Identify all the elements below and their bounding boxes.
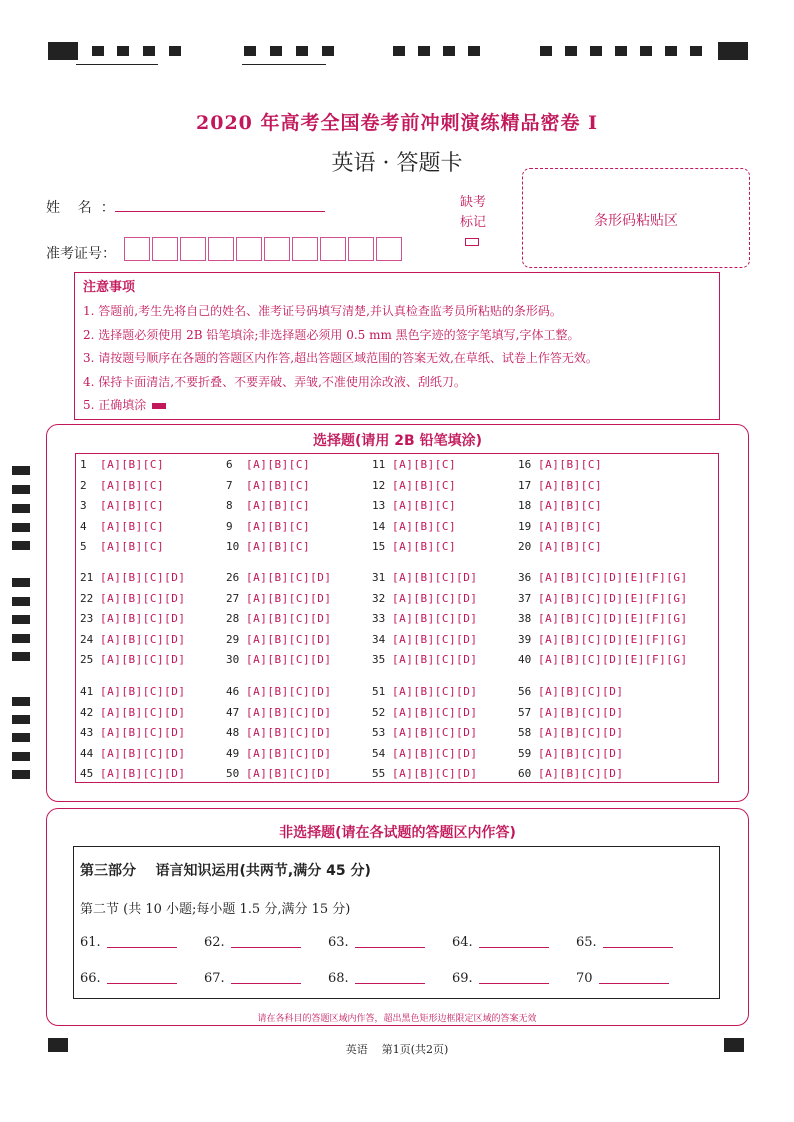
id-digit-box[interactable]	[180, 237, 206, 261]
question-number: 14	[372, 519, 386, 533]
answer-bubbles[interactable]: [A][B][C][D]	[392, 591, 478, 605]
question-number: 50	[226, 767, 240, 780]
answer-bubbles[interactable]: [A][B][C][D]	[538, 746, 624, 760]
question-number: 59	[518, 746, 532, 760]
id-digit-box[interactable]	[348, 237, 374, 261]
timing-mark	[12, 715, 30, 724]
answer-bubbles[interactable]: [A][B][C][D]	[100, 767, 186, 780]
question-number: 18	[518, 499, 532, 512]
question-22[interactable]	[80, 592, 185, 606]
blank-line	[231, 983, 301, 984]
question-number: 36	[518, 571, 532, 584]
question-number: 58	[518, 726, 532, 739]
question-15[interactable]	[372, 540, 456, 554]
question-number: 2	[80, 478, 87, 492]
question-38[interactable]	[518, 612, 688, 626]
notice-item: 2. 选择题必须使用 2B 铅笔填涂;非选择题必须用 0.5 mm 黑色字迹的签字笔填写,字体工整。	[83, 327, 580, 342]
answer-bubbles[interactable]: [A][B][C][D]	[100, 571, 186, 584]
timing-mark	[12, 615, 30, 624]
question-13[interactable]	[372, 499, 456, 513]
notice-item: 4. 保持卡面清洁,不要折叠、不要弄破、弄皱,不准使用涂改液、刮纸刀。	[83, 374, 466, 389]
id-digit-box[interactable]	[236, 237, 262, 261]
question-31[interactable]	[372, 571, 477, 585]
answer-blank-62[interactable]	[204, 935, 301, 950]
answer-bubbles[interactable]: [A][B][C][D]	[100, 685, 186, 698]
multiple-choice-title: 选择题(请用 2B 铅笔填涂)	[313, 433, 482, 449]
answer-blank-67[interactable]	[204, 971, 301, 986]
timing-mark	[12, 466, 30, 475]
question-30[interactable]	[226, 653, 331, 667]
question-33[interactable]	[372, 612, 477, 626]
blank-line	[355, 947, 425, 948]
absent-mark-label	[455, 193, 491, 233]
answer-blank-61[interactable]	[80, 935, 177, 950]
timing-mark	[12, 770, 30, 779]
blank-number: 64.	[452, 935, 473, 950]
question-number: 51	[372, 685, 386, 698]
answer-bubbles[interactable]: [A][B][C][D]	[392, 705, 478, 719]
question-59[interactable]	[518, 747, 623, 761]
id-digit-box[interactable]	[208, 237, 234, 261]
answer-bubbles[interactable]: [A][B][C]	[538, 458, 603, 471]
answer-blank-70[interactable]	[576, 971, 669, 986]
timing-mark	[12, 733, 30, 742]
id-digit-box[interactable]	[264, 237, 290, 261]
notice-item: 1. 答题前,考生先将自己的姓名、准考证号码填写清楚,并认真检查监考员所粘贴的条形码。	[83, 304, 562, 318]
answer-bubbles[interactable]: [A][B][C][D]	[100, 591, 186, 605]
answer-bubbles[interactable]: [A][B][C]	[246, 478, 311, 492]
timing-mark	[12, 504, 30, 513]
timing-mark	[12, 697, 30, 706]
question-27[interactable]	[226, 592, 331, 606]
question-number: 46	[226, 685, 240, 698]
blank-line	[479, 947, 549, 948]
blank-line	[479, 983, 549, 984]
question-number: 49	[226, 746, 240, 760]
question-20[interactable]	[518, 540, 602, 554]
timing-mark	[718, 42, 748, 60]
question-55[interactable]	[372, 767, 477, 781]
question-number: 28	[226, 612, 240, 625]
notice-title: 注意事项	[83, 280, 136, 295]
answer-bubbles[interactable]: [A][B][C]	[392, 458, 457, 471]
timing-mark	[48, 42, 78, 60]
question-8[interactable]	[226, 499, 310, 513]
answer-bubbles[interactable]: [A][B][C][D]	[392, 571, 478, 584]
answer-bubbles[interactable]: [A][B][C][D]	[246, 591, 332, 605]
question-number: 45	[80, 767, 94, 780]
question-number: 23	[80, 612, 94, 625]
question-number: 19	[518, 519, 532, 533]
question-60[interactable]	[518, 767, 623, 781]
question-number: 41	[80, 685, 94, 698]
answer-bubbles[interactable]: [A][B][C][D]	[246, 653, 332, 666]
question-number: 54	[372, 746, 386, 760]
answer-bubbles[interactable]: [A][B][C][D]	[538, 685, 624, 698]
question-43[interactable]	[80, 726, 185, 740]
blank-line	[599, 983, 669, 984]
question-51[interactable]	[372, 685, 477, 699]
timing-mark	[244, 46, 256, 56]
notice-item-fill	[83, 394, 711, 418]
question-2[interactable]	[80, 479, 164, 493]
page-subtitle: 英语 · 答题卡	[331, 151, 463, 176]
question-19[interactable]	[518, 520, 602, 534]
answer-bubbles[interactable]: [A][B][C]	[392, 499, 457, 512]
question-45[interactable]	[80, 767, 185, 781]
timing-mark	[640, 46, 652, 56]
answer-bubbles[interactable]: [A][B][C]	[100, 499, 165, 512]
id-digit-box[interactable]	[124, 237, 150, 261]
answer-bubbles[interactable]: [A][B][C]	[538, 519, 603, 533]
answer-bubbles[interactable]: [A][B][C][D]	[392, 632, 478, 646]
answer-bubbles[interactable]: [A][B][C][D]	[100, 632, 186, 646]
page-title: 2020 年高考全国卷考前冲刺演练精品密卷 I	[196, 112, 598, 134]
timing-mark	[270, 46, 282, 56]
question-number: 38	[518, 612, 532, 625]
question-number: 15	[372, 540, 386, 553]
question-56[interactable]	[518, 685, 623, 699]
question-17[interactable]	[518, 479, 602, 493]
question-23[interactable]	[80, 612, 185, 626]
question-52[interactable]	[372, 706, 477, 720]
answer-bubbles[interactable]: [A][B][C]	[392, 540, 457, 553]
blank-number: 70	[576, 971, 593, 986]
question-number: 3	[80, 499, 87, 512]
answer-bubbles[interactable]: [A][B][C]	[100, 519, 165, 533]
answer-bubbles[interactable]: [A][B][C][D]	[538, 705, 624, 719]
question-number: 29	[226, 632, 240, 646]
answer-bubbles[interactable]: [A][B][C][D]	[246, 612, 332, 625]
answer-bubbles[interactable]: [A][B][C][D][E][F][G]	[538, 653, 688, 666]
blank-line	[355, 983, 425, 984]
question-16[interactable]	[518, 458, 602, 472]
answer-bubbles[interactable]: [A][B][C]	[246, 519, 311, 533]
blank-number: 63.	[328, 935, 349, 950]
answer-bubbles[interactable]: [A][B][C][D]	[392, 767, 478, 780]
blank-line	[231, 947, 301, 948]
question-number: 11	[372, 458, 386, 471]
question-49[interactable]	[226, 747, 331, 761]
answer-bubbles[interactable]: [A][B][C][D]	[246, 571, 332, 584]
question-47[interactable]	[226, 706, 331, 720]
question-40[interactable]	[518, 653, 688, 667]
question-number: 44	[80, 746, 94, 760]
section-heading: 第三部分 语言知识运用(共两节,满分 45 分)	[80, 863, 371, 879]
answer-bubbles[interactable]: [A][B][C][D]	[538, 767, 624, 780]
question-58[interactable]	[518, 726, 623, 740]
notice-item: 3. 请按题号顺序在各题的答题区内作答,超出答题区域范围的答案无效,在草纸、试卷上作答无效。	[83, 351, 598, 365]
question-6[interactable]	[226, 458, 310, 472]
question-number: 16	[518, 458, 532, 471]
answer-bubbles[interactable]: [A][B][C]	[538, 540, 603, 553]
timing-mark	[12, 634, 30, 643]
barcode-label: 条形码粘贴区	[594, 213, 678, 229]
answer-bubbles[interactable]: [A][B][C]	[392, 519, 457, 533]
question-number: 13	[372, 499, 386, 512]
answer-blank-64[interactable]	[452, 935, 549, 950]
name-label: 姓 名 ：	[46, 200, 115, 216]
answer-bubbles[interactable]: [A][B][C][D]	[392, 746, 478, 760]
timing-mark	[12, 523, 30, 532]
question-26[interactable]	[226, 571, 331, 585]
question-29[interactable]	[226, 633, 331, 647]
question-36[interactable]	[518, 571, 688, 585]
question-number: 6	[226, 458, 233, 471]
question-34[interactable]	[372, 633, 477, 647]
answer-bubbles[interactable]: [A][B][C]	[538, 499, 603, 512]
timing-line	[76, 64, 158, 65]
notice-box	[74, 272, 720, 420]
timing-mark	[12, 597, 30, 606]
question-number: 22	[80, 591, 94, 605]
id-digit-box[interactable]	[376, 237, 402, 261]
question-11[interactable]	[372, 458, 456, 472]
question-number: 40	[518, 653, 532, 666]
timing-mark	[12, 752, 30, 761]
id-digit-box[interactable]	[320, 237, 346, 261]
answer-bubbles[interactable]: [A][B][C][D]	[392, 612, 478, 625]
timing-mark	[322, 46, 334, 56]
answer-bubbles[interactable]: [A][B][C][D]	[538, 726, 624, 739]
blank-line	[603, 947, 673, 948]
question-number: 24	[80, 632, 94, 646]
answer-bubbles[interactable]: [A][B][C][D]	[100, 746, 186, 760]
blank-line	[107, 983, 177, 984]
answer-blank-68[interactable]	[328, 971, 425, 986]
timing-mark	[169, 46, 181, 56]
answer-bubbles[interactable]: [A][B][C][D]	[246, 705, 332, 719]
answer-bubbles[interactable]: [A][B][C][D]	[100, 612, 186, 625]
timing-mark	[117, 46, 129, 56]
question-number: 17	[518, 478, 532, 492]
question-number: 57	[518, 705, 532, 719]
blank-line	[107, 947, 177, 948]
timing-mark	[143, 46, 155, 56]
question-number: 7	[226, 478, 233, 492]
question-number: 35	[372, 653, 386, 666]
answer-bubbles[interactable]: [A][B][C][D]	[100, 653, 186, 666]
timing-mark	[12, 485, 30, 494]
absent-label-line2: 标记	[459, 215, 486, 230]
question-42[interactable]	[80, 706, 185, 720]
answer-bubbles[interactable]: [A][B][C][D]	[100, 705, 186, 719]
question-number: 9	[226, 519, 233, 533]
answer-blank-63[interactable]	[328, 935, 425, 950]
question-number: 48	[226, 726, 240, 739]
answer-bubbles[interactable]: [A][B][C][D]	[392, 653, 478, 666]
question-number: 25	[80, 653, 94, 666]
question-number: 10	[226, 540, 240, 553]
timing-line	[242, 64, 326, 65]
answer-bubbles[interactable]: [A][B][C]	[246, 540, 311, 553]
timing-mark	[615, 46, 627, 56]
non-choice-title: 非选择题(请在各试题的答题区内作答)	[279, 825, 516, 841]
question-35[interactable]	[372, 653, 477, 667]
answer-bubbles[interactable]: [A][B][C][D][E][F][G]	[538, 571, 688, 584]
answer-blank-65[interactable]	[576, 935, 673, 950]
question-53[interactable]	[372, 726, 477, 740]
timing-mark	[296, 46, 308, 56]
answer-bubbles[interactable]: [A][B][C]	[100, 540, 165, 553]
filled-bubble-sample	[152, 403, 166, 409]
name-field[interactable]	[115, 211, 325, 212]
question-5[interactable]	[80, 540, 164, 554]
question-number: 39	[518, 632, 532, 646]
answer-blank-66[interactable]	[80, 971, 177, 986]
timing-mark	[418, 46, 430, 56]
question-number: 55	[372, 767, 386, 780]
question-32[interactable]	[372, 592, 477, 606]
notice-item: 5. 正确填涂	[83, 398, 147, 412]
question-21[interactable]	[80, 571, 185, 585]
question-54[interactable]	[372, 747, 477, 761]
blank-number: 61.	[80, 935, 101, 950]
question-number: 33	[372, 612, 386, 625]
timing-mark	[393, 46, 405, 56]
answer-bubbles[interactable]: [A][B][C][D]	[392, 685, 478, 698]
question-number: 60	[518, 767, 532, 780]
timing-mark	[540, 46, 552, 56]
answer-area-warning: 请在各科目的答题区域内作答，超出黑色矩形边框限定区域的答案无效	[257, 1014, 537, 1024]
question-48[interactable]	[226, 726, 331, 740]
answer-bubbles[interactable]: [A][B][C][D]	[246, 632, 332, 646]
timing-mark	[12, 578, 30, 587]
blank-number: 66.	[80, 971, 101, 986]
answer-bubbles[interactable]: [A][B][C][D]	[246, 746, 332, 760]
timing-mark	[590, 46, 602, 56]
question-7[interactable]	[226, 479, 310, 493]
question-number: 4	[80, 519, 87, 533]
question-number: 53	[372, 726, 386, 739]
question-39[interactable]	[518, 633, 688, 647]
answer-bubbles[interactable]: [A][B][C][D][E][F][G]	[538, 612, 688, 625]
question-number: 1	[80, 458, 87, 471]
question-number: 32	[372, 591, 386, 605]
timing-mark	[565, 46, 577, 56]
question-28[interactable]	[226, 612, 331, 626]
blank-number: 62.	[204, 935, 225, 950]
blank-number: 65.	[576, 935, 597, 950]
answer-bubbles[interactable]: [A][B][C][D]	[392, 726, 478, 739]
answer-bubbles[interactable]: [A][B][C]	[538, 478, 603, 492]
timing-mark	[690, 46, 702, 56]
id-digit-box[interactable]	[292, 237, 318, 261]
answer-bubbles[interactable]: [A][B][C][D][E][F][G]	[538, 632, 688, 646]
question-25[interactable]	[80, 653, 185, 667]
question-number: 43	[80, 726, 94, 739]
question-number: 37	[518, 591, 532, 605]
answer-bubbles[interactable]: [A][B][C]	[100, 458, 165, 471]
question-1[interactable]	[80, 458, 164, 472]
question-50[interactable]	[226, 767, 331, 781]
blank-number: 69.	[452, 971, 473, 986]
question-24[interactable]	[80, 633, 185, 647]
timing-mark	[665, 46, 677, 56]
timing-mark	[468, 46, 480, 56]
answer-blank-69[interactable]	[452, 971, 549, 986]
question-37[interactable]	[518, 592, 688, 606]
section-subheading: 第二节 (共 10 小题;每小题 1.5 分,满分 15 分)	[80, 902, 351, 917]
question-18[interactable]	[518, 499, 602, 513]
answer-bubbles[interactable]: [A][B][C][D]	[246, 767, 332, 780]
question-number: 47	[226, 705, 240, 719]
absent-label-line1: 缺考	[459, 195, 486, 210]
question-number: 42	[80, 705, 94, 719]
question-3[interactable]	[80, 499, 164, 513]
answer-bubbles[interactable]: [A][B][C][D]	[246, 726, 332, 739]
question-number: 31	[372, 571, 386, 584]
blank-number: 67.	[204, 971, 225, 986]
question-number: 20	[518, 540, 532, 553]
question-number: 8	[226, 499, 233, 512]
question-number: 52	[372, 705, 386, 719]
question-12[interactable]	[372, 479, 456, 493]
timing-mark	[12, 652, 30, 661]
question-4[interactable]	[80, 520, 164, 534]
question-number: 21	[80, 571, 94, 584]
question-41[interactable]	[80, 685, 185, 699]
answer-bubbles[interactable]: [A][B][C]	[392, 478, 457, 492]
timing-mark	[92, 46, 104, 56]
page-footer: 英语 第1页(共2页)	[345, 1043, 449, 1056]
question-number: 56	[518, 685, 532, 698]
question-number: 30	[226, 653, 240, 666]
question-57[interactable]	[518, 706, 623, 720]
timing-mark	[443, 46, 455, 56]
id-digit-box[interactable]	[152, 237, 178, 261]
question-number: 27	[226, 591, 240, 605]
question-10[interactable]	[226, 540, 310, 554]
answer-bubbles[interactable]: [A][B][C]	[100, 478, 165, 492]
answer-bubbles[interactable]: [A][B][C]	[246, 458, 311, 471]
answer-bubbles[interactable]: [A][B][C][D][E][F][G]	[538, 591, 688, 605]
question-9[interactable]	[226, 520, 310, 534]
question-number: 5	[80, 540, 87, 553]
question-number: 34	[372, 632, 386, 646]
timing-mark	[12, 541, 30, 550]
blank-number: 68.	[328, 971, 349, 986]
question-46[interactable]	[226, 685, 331, 699]
question-number: 12	[372, 478, 386, 492]
question-14[interactable]	[372, 520, 456, 534]
answer-bubbles[interactable]: [A][B][C][D]	[246, 685, 332, 698]
id-label: 准考证号：	[46, 246, 116, 262]
question-number: 26	[226, 571, 240, 584]
answer-bubbles[interactable]: [A][B][C][D]	[100, 726, 186, 739]
absent-checkbox[interactable]	[465, 238, 479, 246]
question-44[interactable]	[80, 747, 185, 761]
answer-bubbles[interactable]: [A][B][C]	[246, 499, 311, 512]
